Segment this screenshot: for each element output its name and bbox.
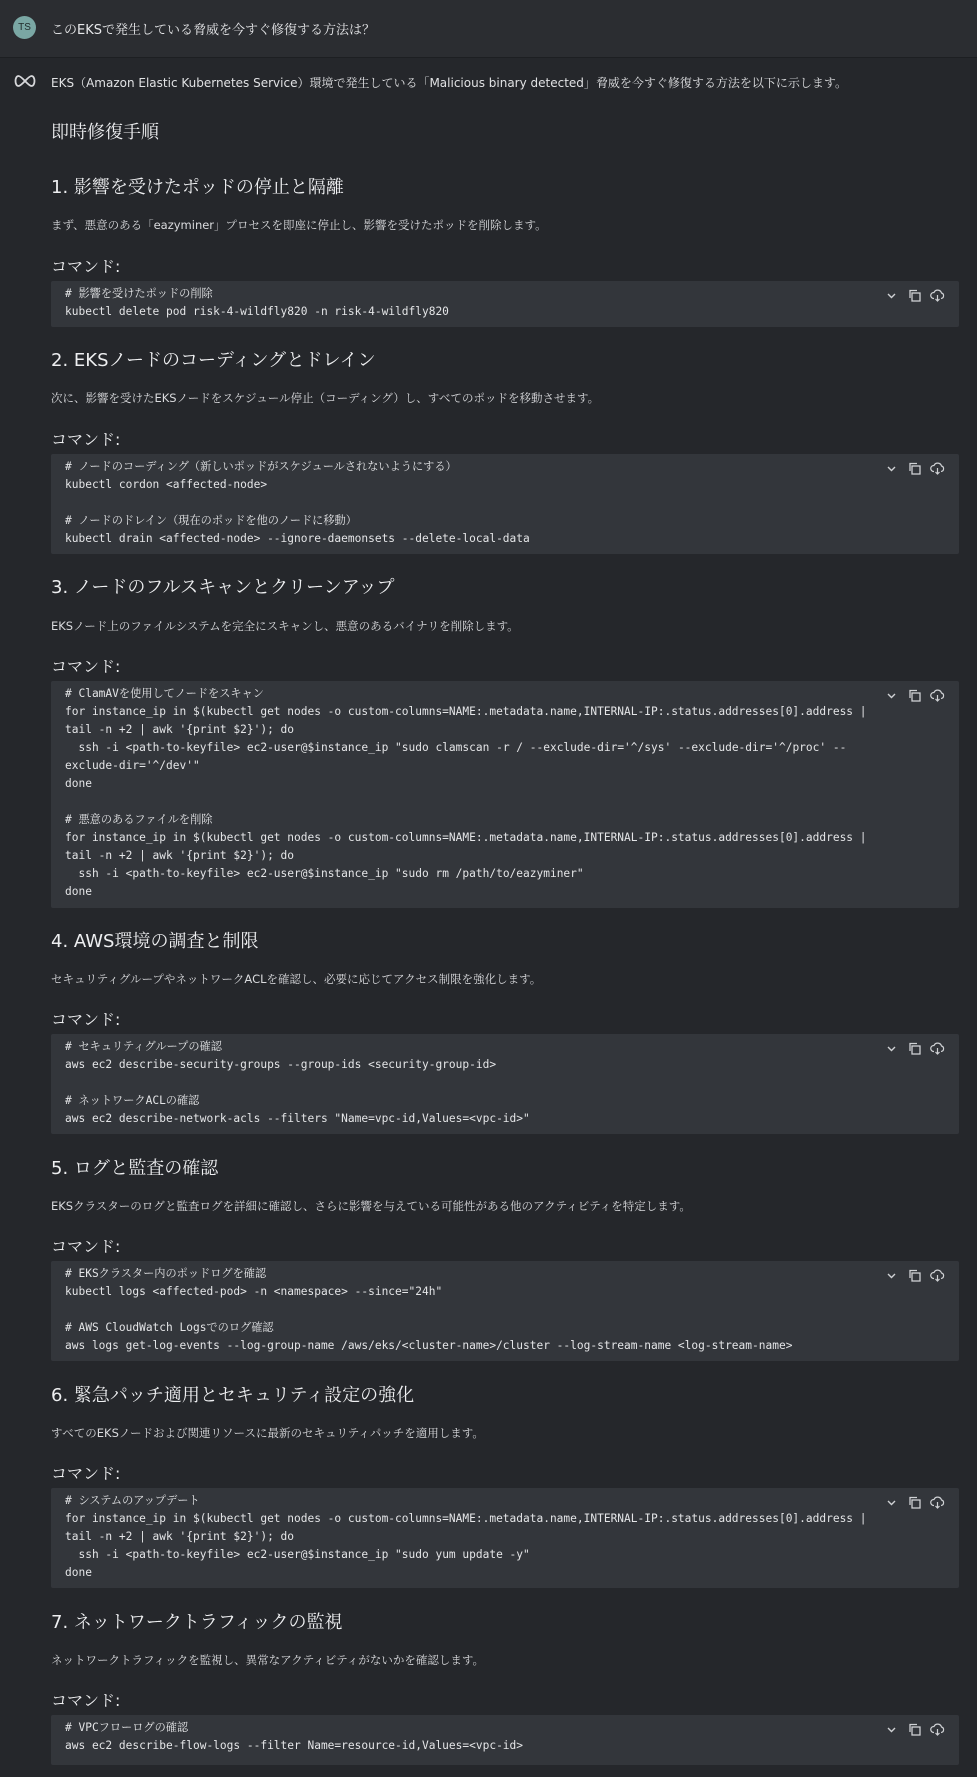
section-5-command-label: コマンド:	[51, 1237, 121, 1256]
code-text: # VPCフローログの確認 aws ec2 describe-flow-logs --filter Name=resource-id,Values=<vpc-id>	[65, 1721, 524, 1752]
copy-icon[interactable]	[907, 1041, 922, 1056]
download-icon[interactable]	[930, 461, 945, 476]
code-tools	[884, 461, 945, 476]
section-2-title: 2. EKSノードのコーディングとドレイン	[51, 350, 376, 371]
code-tools	[884, 1722, 945, 1737]
section-6-body: すべてのEKSノードおよび関連リソースに最新のセキュリティパッチを適用します。	[51, 1426, 484, 1440]
code-tools	[884, 1041, 945, 1056]
download-icon[interactable]	[930, 1722, 945, 1737]
section-7-title: 7. ネットワークトラフィックの監視	[51, 1612, 343, 1633]
code-block-7	[51, 1715, 959, 1765]
code-tools	[884, 1268, 945, 1283]
main-heading: 即時修復手順	[51, 122, 159, 143]
code-block-4	[51, 1034, 959, 1134]
user-question: このEKSで発生している脅威を今すぐ修復する方法は？	[51, 23, 375, 38]
code-text: # ClamAVを使用してノードをスキャン for instance_ip in $(kubectl get nodes -o custom-columns=NAME:.metadata.name,INTERNAL-IP:.status.addresses[0].address | tail -n +2 | awk '{print $2}'); do ssh -i <path-to-keyfile> ec2-user@$instance_ip "sudo clamscan -r / --exclude-dir='^/sys' --exclude-dir='^/proc' -- exclude-dir='^/dev'" done # 悪意のあるファイルを削除 for instance_ip in $(kubectl get nodes -o custom-columns=NAME:.metadata.name,INTERNAL-IP:.status.addresses[0].address | tail -n +2 | awk '{print $2}'); do ssh -i <path-to-keyfile> ec2-user@$instance_ip "sudo rm /path/to/eazyminer" done	[65, 687, 867, 898]
code-tools	[884, 688, 945, 703]
code-text: # セキュリティグループの確認 aws ec2 describe-security-groups --group-ids <security-group-id> # ネットワークACLの確認 aws ec2 describe-network-acls --filters "Name=vpc-id,Values=<vpc-id>"	[65, 1040, 530, 1125]
chevron-down-icon[interactable]	[884, 1722, 899, 1737]
download-icon[interactable]	[930, 1041, 945, 1056]
code-block-1	[51, 281, 959, 327]
download-icon[interactable]	[930, 1268, 945, 1283]
code-tools	[884, 288, 945, 303]
assistant-intro: EKS（Amazon Elastic Kubernetes Service）環境で発生している「Malicious binary detected」脅威を今すぐ修復する方法を以下に示します。	[51, 76, 847, 90]
code-text: # EKSクラスター内のポッドログを確認 kubectl logs <affected-pod> -n <namespace> --since="24h" # AWS CloudWatch Logsでのログ確認 aws logs get-log-events --log-group-name /aws/eks/<cluster-name>/cluster --log-stream-name <log-stream-name>	[65, 1267, 793, 1352]
download-icon[interactable]	[930, 688, 945, 703]
chevron-down-icon[interactable]	[884, 1495, 899, 1510]
copy-icon[interactable]	[907, 1722, 922, 1737]
section-4-title: 4. AWS環境の調査と制限	[51, 931, 259, 952]
section-5-body: EKSクラスターのログと監査ログを詳細に確認し、さらに影響を与えている可能性がある他のアクティビティを特定します。	[51, 1199, 691, 1213]
code-text: # 影響を受けたポッドの削除 kubectl delete pod risk-4-wildfly820 -n risk-4-wildfly820	[65, 287, 449, 318]
chevron-down-icon[interactable]	[884, 1041, 899, 1056]
code-text: # ノードのコーディング（新しいポッドがスケジュールされないようにする） kubectl cordon <affected-node> # ノードのドレイン（現在のポッドを他のノードに移動） kubectl drain <affected-node> --ignore-daemonsets --delete-local-data	[65, 460, 530, 545]
code-tools	[884, 1495, 945, 1510]
section-4-command-label: コマンド:	[51, 1010, 121, 1029]
section-3-title: 3. ノードのフルスキャンとクリーンアップ	[51, 577, 395, 598]
user-message-row	[0, 0, 977, 58]
section-3-command-label: コマンド:	[51, 657, 121, 676]
copy-icon[interactable]	[907, 288, 922, 303]
download-icon[interactable]	[930, 288, 945, 303]
infinity-icon	[12, 73, 38, 89]
chevron-down-icon[interactable]	[884, 1268, 899, 1283]
avatar: TS	[13, 16, 36, 39]
chevron-down-icon[interactable]	[884, 688, 899, 703]
code-block-3	[51, 681, 959, 908]
copy-icon[interactable]	[907, 688, 922, 703]
section-6-command-label: コマンド:	[51, 1464, 121, 1483]
section-1-body: まず、悪意のある「eazyminer」プロセスを即座に停止し、影響を受けたポッドを削除します。	[51, 218, 547, 232]
section-6-title: 6. 緊急パッチ適用とセキュリティ設定の強化	[51, 1385, 415, 1406]
download-icon[interactable]	[930, 1495, 945, 1510]
section-2-body: 次に、影響を受けたEKSノードをスケジュール停止（コーディング）し、すべてのポッドを移動させます。	[51, 391, 600, 405]
section-7-command-label: コマンド:	[51, 1691, 121, 1710]
section-2-command-label: コマンド:	[51, 430, 121, 449]
code-text: # システムのアップデート for instance_ip in $(kubectl get nodes -o custom-columns=NAME:.metadata.name,INTERNAL-IP:.status.addresses[0].address | tail -n +2 | awk '{print $2}'); do ssh -i <path-to-keyfile> ec2-user@$instance_ip "sudo yum update -y" done	[65, 1494, 867, 1579]
chevron-down-icon[interactable]	[884, 288, 899, 303]
copy-icon[interactable]	[907, 1268, 922, 1283]
copy-icon[interactable]	[907, 461, 922, 476]
section-1-title: 1. 影響を受けたポッドの停止と隔離	[51, 177, 344, 198]
section-3-body: EKSノード上のファイルシステムを完全にスキャンし、悪意のあるバイナリを削除します。	[51, 619, 519, 633]
section-4-body: セキュリティグループやネットワークACLを確認し、必要に応じてアクセス制限を強化します。	[51, 972, 542, 986]
section-1-command-label: コマンド:	[51, 257, 121, 276]
section-5-title: 5. ログと監査の確認	[51, 1158, 219, 1179]
chevron-down-icon[interactable]	[884, 461, 899, 476]
code-block-5	[51, 1261, 959, 1361]
copy-icon[interactable]	[907, 1495, 922, 1510]
section-7-body: ネットワークトラフィックを監視し、異常なアクティビティがないかを確認します。	[51, 1653, 484, 1667]
code-block-6	[51, 1488, 959, 1588]
code-block-2	[51, 454, 959, 554]
